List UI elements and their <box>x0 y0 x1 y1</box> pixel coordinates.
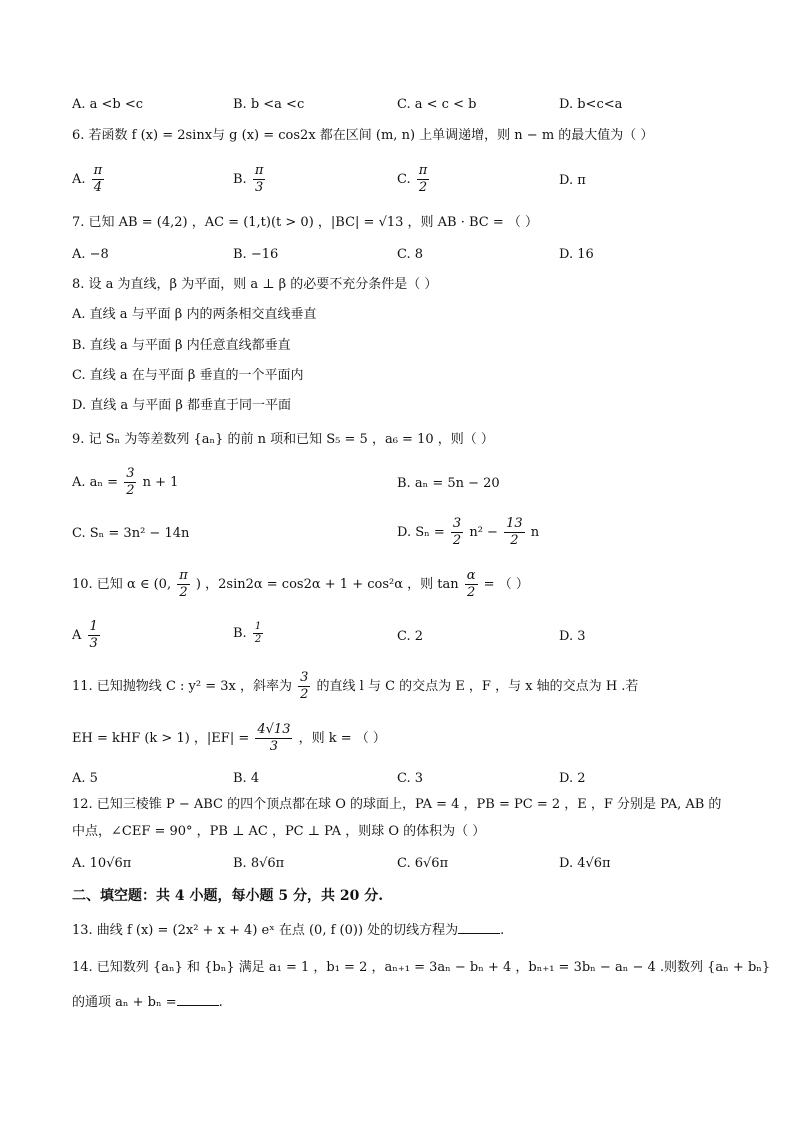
q13-answer-blank[interactable] <box>458 921 500 934</box>
q6-option-a-fraction: $\frac{\pi}{4}$ <box>93 163 103 195</box>
section-2-heading: 二、填空题：共 4 小题，每小题 5 分，共 20 分. <box>72 888 384 904</box>
q14-answer-blank[interactable] <box>177 993 219 1006</box>
q6-option-c-label: C. <box>397 172 411 187</box>
q6-option-a-label: A. <box>72 172 86 187</box>
q9-option-d: D. Sₙ = $\frac{3}{2}$ n² − $\frac{13}{2}$ n <box>397 516 540 548</box>
q11-option-a: A. 5 <box>72 771 98 786</box>
q7-option-b: B. −16 <box>233 247 279 262</box>
q11-line2: EH = kHF (k > 1) ，|EF| = $\frac{4√13}{3}$ ，则 k = （ ） <box>72 722 386 754</box>
q10-option-d: D. 3 <box>559 629 586 644</box>
q8-option-a: A. 直线 a 与平面 β 内的两条相交直线垂直 <box>72 307 317 322</box>
q7-stem: 7. 已知 AB = (4,2) ，AC = (1,t)(t > 0) ，|BC| = √13 ，则 AB · BC = （ ） <box>72 215 539 230</box>
q6-stem: 6. 若函数 f (x) = 2sinx与 g (x) = cos2x 都在区间 (m, n) 上单调递增，则 n − m 的最大值为（ ） <box>72 128 654 143</box>
q13-stem: 13. 曲线 f (x) = (2x² + x + 4) eˣ 在点 (0, f (0)) 处的切线方程为 . <box>72 923 505 938</box>
q5-option-d: D. b<c<a <box>559 97 623 112</box>
q12-line2: 中点，∠CEF = 90° ，PB ⊥ AC ，PC ⊥ PA ，则球 O 的体积为（ ） <box>72 824 486 839</box>
q5-option-c: C. a < c < b <box>397 97 477 112</box>
q11-option-d: D. 2 <box>559 771 586 786</box>
q12-option-a: A. 10√6π <box>72 856 132 871</box>
q12-option-d: D. 4√6π <box>559 856 611 871</box>
q14-line1: 14. 已知数列 {aₙ} 和 {bₙ} 满足 a₁ = 1 ，b₁ = 2 ，aₙ₊₁ = 3aₙ − bₙ + 4 ，bₙ₊₁ = 3bₙ − aₙ − 4 .则数列 {aₙ + bₙ} <box>72 960 771 975</box>
q6-option-b-fraction: $\frac{\pi}{3}$ <box>254 163 264 195</box>
q9-option-b: B. aₙ = 5n − 20 <box>397 476 500 491</box>
q9-option-a: A. aₙ = $\frac{3}{2}$ n + 1 <box>72 466 179 498</box>
q7-option-d: D. 16 <box>559 247 594 262</box>
q6-option-a <box>72 163 106 196</box>
q12-option-b: B. 8√6π <box>233 856 285 871</box>
q7-option-a: A. −8 <box>72 247 109 262</box>
q8-option-b: B. 直线 a 与平面 β 内任意直线都垂直 <box>72 338 291 353</box>
q6-option-b-label: B. <box>233 172 247 187</box>
q5-option-b: B. b <a <c <box>233 97 305 112</box>
q14-line2: 的通项 aₙ + bₙ = . <box>72 995 223 1010</box>
q6-option-c <box>397 163 431 196</box>
q10-option-c: C. 2 <box>397 629 424 644</box>
q8-option-d: D. 直线 a 与平面 β 都垂直于同一平面 <box>72 398 292 413</box>
q11-option-b: B. 4 <box>233 771 260 786</box>
q7-option-c: C. 8 <box>397 247 424 262</box>
q6-option-d: D. π <box>559 173 586 188</box>
q9-option-c: C. Sₙ = 3n² − 14n <box>72 526 190 541</box>
q10-option-a: A $\frac{1}{3}$ <box>72 619 98 651</box>
q8-option-c: C. 直线 a 在与平面 β 垂直的一个平面内 <box>72 368 304 383</box>
q10-option-b: B. $\frac{1}{2}$ <box>233 621 262 645</box>
q10-stem: 10. 已知 α ∈ (0, $\frac{\pi}{2}$ ) ，2sin2α = cos2α + 1 + cos²α ，则 tan $\frac{\alpha}{2}$ = （ ） <box>72 568 529 600</box>
q12-line1: 12. 已知三棱锥 P − ABC 的四个顶点都在球 O 的球面上，PA = 4 ，PB = PC = 2 ，E ，F 分别是 PA, AB 的 <box>72 797 722 812</box>
q9-stem: 9. 记 Sₙ 为等差数列 {aₙ} 的前 n 项和已知 S₅ = 5 ，a₆ = 10 ，则（ ） <box>72 432 494 447</box>
q12-option-c: C. 6√6π <box>397 856 449 871</box>
q6-option-c-fraction: $\frac{\pi}{2}$ <box>418 163 428 195</box>
q6-option-b <box>233 163 267 196</box>
q5-option-a: A. a <b <c <box>72 97 144 112</box>
q11-option-c: C. 3 <box>397 771 424 786</box>
q11-line1: 11. 已知抛物线 C : y² = 3x ，斜率为 $\frac{3}{2}$ 的直线 l 与 C 的交点为 E ，F ，与 x 轴的交点为 H .若 <box>72 670 639 702</box>
q8-stem: 8. 设 a 为直线，β 为平面，则 a ⊥ β 的必要不充分条件是（ ） <box>72 277 438 292</box>
